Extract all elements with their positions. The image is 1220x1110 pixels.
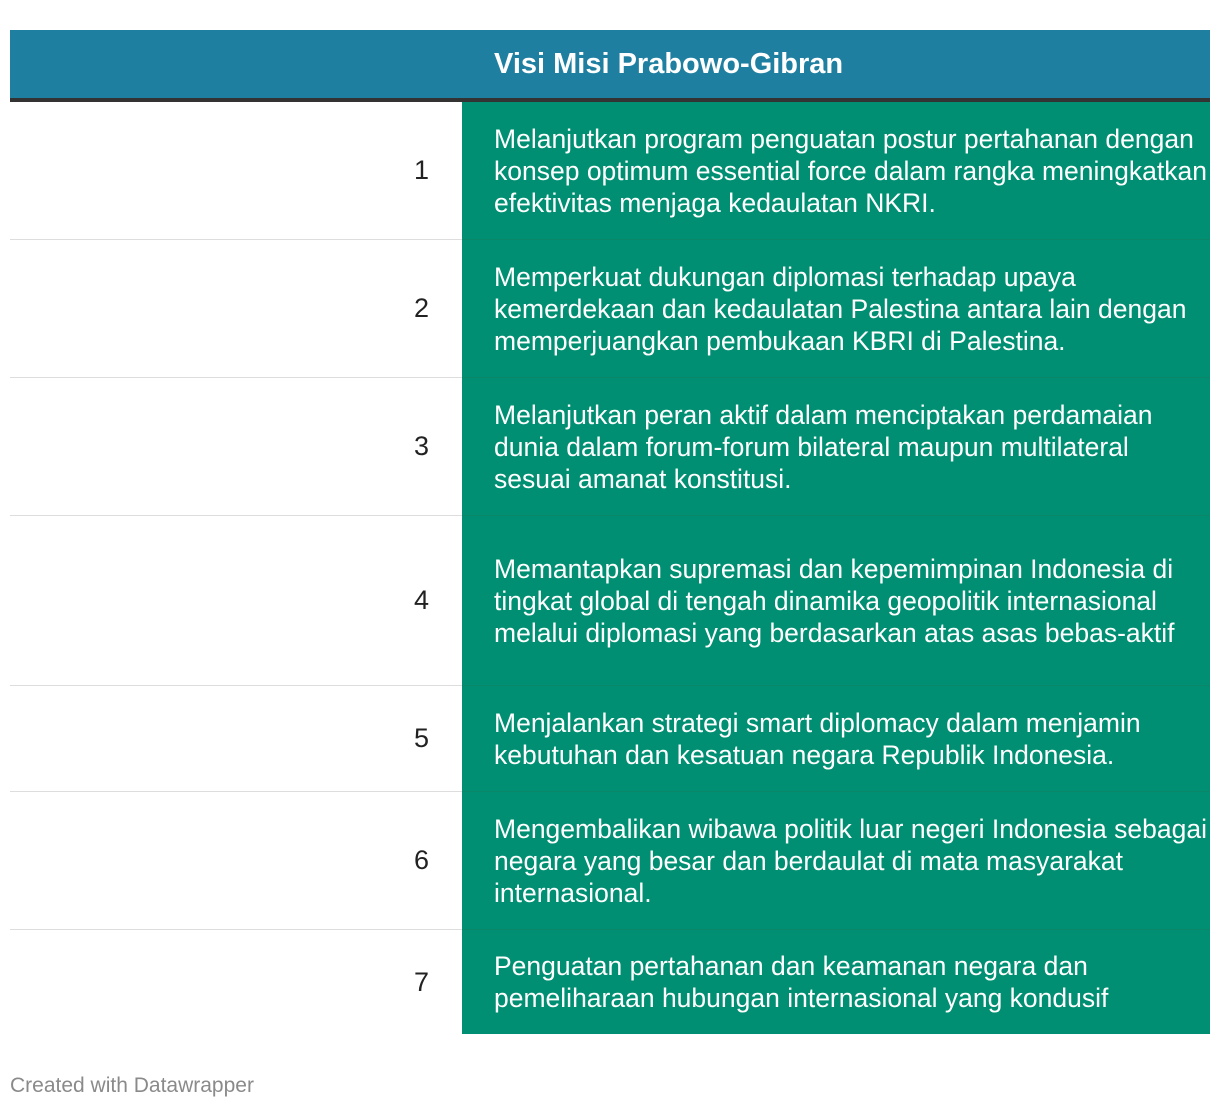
row-text: Memperkuat dukungan diplomasi terhadap upaya kemerdekaan dan kedaulatan Palestina antara lain dengan memperjuangkan pembukaan KBRI di Palestina. (462, 240, 1210, 378)
mission-table (10, 30, 1210, 1034)
header-number-column (10, 30, 462, 98)
table-row (10, 102, 1210, 240)
table-row (10, 930, 1210, 1034)
row-number: 3 (10, 378, 462, 516)
table-row (10, 792, 1210, 930)
row-text: Melanjutkan program penguatan postur pertahanan dengan konsep optimum essential force dalam rangka meningkatkan efektivitas menjaga kedaulatan NKRI. (462, 102, 1210, 240)
row-text: Menjalankan strategi smart diplomacy dalam menjamin kebutuhan dan kesatuan negara Republik Indonesia. (462, 686, 1210, 792)
row-number: 6 (10, 792, 462, 930)
table-row (10, 240, 1210, 378)
row-number: 2 (10, 240, 462, 378)
table-row (10, 516, 1210, 686)
table-header (10, 30, 1210, 102)
row-text: Penguatan pertahanan dan keamanan negara dan pemeliharaan hubungan internasional yang kondusif (462, 930, 1210, 1034)
row-number: 5 (10, 686, 462, 792)
row-number: 1 (10, 102, 462, 240)
row-text: Melanjutkan peran aktif dalam menciptakan perdamaian dunia dalam forum-forum bilateral maupun multilateral sesuai amanat konstitusi. (462, 378, 1210, 516)
table-title: Visi Misi Prabowo-Gibran (494, 47, 844, 80)
row-number: 7 (413, 966, 429, 997)
credit-footer: Created with Datawrapper (10, 1074, 254, 1097)
table-row (10, 686, 1210, 792)
row-number: 4 (10, 516, 462, 686)
table-row (10, 378, 1210, 516)
row-text: Mengembalikan wibawa politik luar negeri Indonesia sebagai negara yang besar dan berdaulat di mata masyarakat internasional. (462, 792, 1210, 930)
row-text: Memantapkan supremasi dan kepemimpinan Indonesia di tingkat global di tengah dinamika geopolitik internasional melalui diplomasi yang berdasarkan atas asas bebas-aktif (462, 516, 1210, 686)
